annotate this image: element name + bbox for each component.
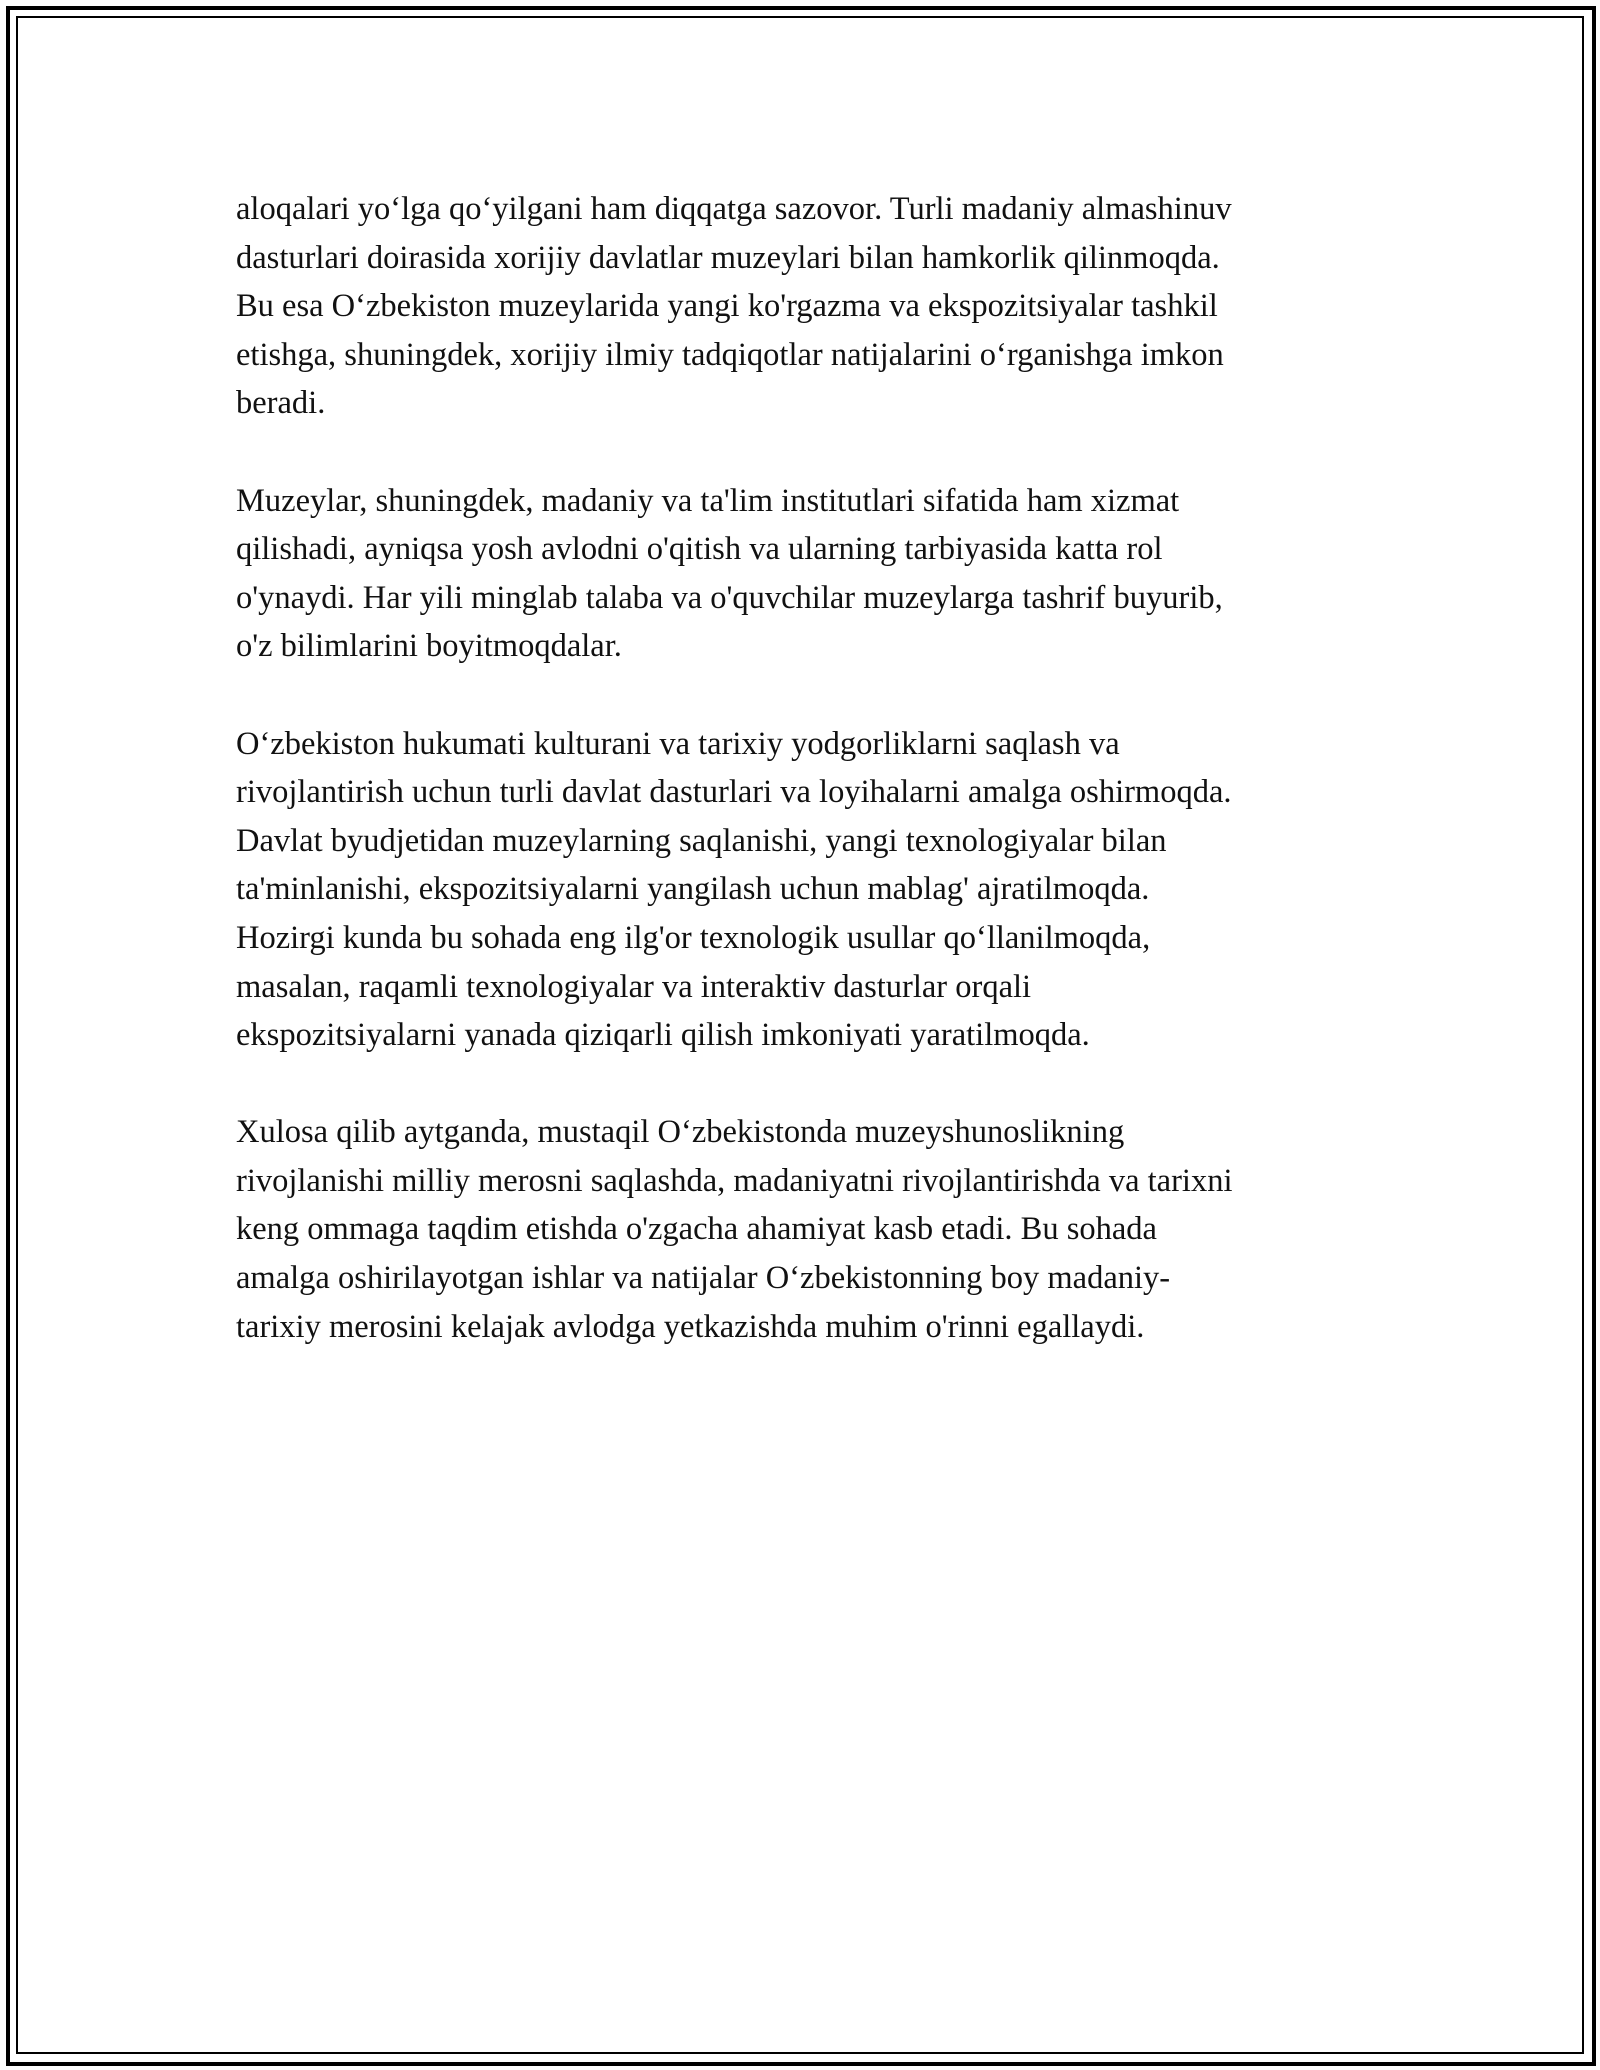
text-line: o'ynaydi. Har yili minglab talaba va o'quvchilar muzeylarga tashrif buyurib, (236, 579, 1223, 616)
text-line: Davlat byudjetidan muzeylarning saqlanishi, yangi texnologiyalar bilan (236, 822, 1167, 859)
text-line: keng ommaga taqdim etishda o'zgacha ahamiyat kasb etadi. Bu sohada (236, 1211, 1157, 1248)
text-line: o'z bilimlarini boyitmoqdalar. (236, 628, 622, 665)
text-line: O‘zbekiston hukumati kulturani va tarixiy yodgorliklarni saqlash va (236, 725, 1120, 762)
text-line: ekspozitsiyalarni yanada qiziqarli qilish imkoniyati yaratilmoqda. (236, 1017, 1090, 1054)
text-line: amalga oshirilayotgan ishlar va natijalar O‘zbekistonning boy madaniy- (236, 1260, 1171, 1297)
text-line: Bu esa O‘zbekiston muzeylarida yangi ko'rgazma va ekspozitsiyalar tashkil (236, 288, 1218, 325)
text-line: qilishadi, ayniqsa yosh avlodni o'qitish va ularning tarbiyasida katta rol (236, 531, 1163, 568)
text-line: tarixiy merosini kelajak avlodga yetkazishda muhim o'rinni egallaydi. (236, 1308, 1145, 1345)
text-line: rivojlanishi milliy merosni saqlashda, madaniyatni rivojlantirishda va tarixni (236, 1162, 1233, 1199)
text-line: Muzeylar, shuningdek, madaniy va ta'lim institutlari sifatida ham xizmat (236, 482, 1180, 519)
document-body (236, 185, 1376, 1400)
text-line: aloqalari yo‘lga qo‘yilgani ham diqqatga sazovor. Turli madaniy almashinuv (236, 191, 1232, 227)
text-line: beradi. (236, 385, 326, 422)
text-line: Hozirgi kunda bu sohada eng ilg'or texnologik usullar qo‘llanilmoqda, (236, 919, 1151, 956)
paragraph-3 (236, 720, 1376, 1060)
text-line: masalan, raqamli texnologiyalar va interaktiv dasturlar orqali (236, 968, 1032, 1005)
text-line: rivojlantirish uchun turli davlat dasturlari va loyihalarni amalga oshirmoqda. (236, 774, 1232, 811)
text-line: Xulosa qilib aytganda, mustaqil O‘zbekistonda muzeyshunoslikning (236, 1114, 1125, 1151)
paragraph-1 (236, 185, 1376, 428)
text-line: etishga, shuningdek, xorijiy ilmiy tadqiqotlar natijalarini o‘rganishga imkon (236, 336, 1224, 373)
text-line: dasturlari doirasida xorijiy davlatlar muzeylari bilan hamkorlik qilinmoqda. (236, 239, 1220, 276)
paragraph-4 (236, 1108, 1376, 1351)
text-line: ta'minlanishi, ekspozitsiyalarni yangilash uchun mablag' ajratilmoqda. (236, 871, 1150, 908)
paragraph-2 (236, 477, 1376, 671)
